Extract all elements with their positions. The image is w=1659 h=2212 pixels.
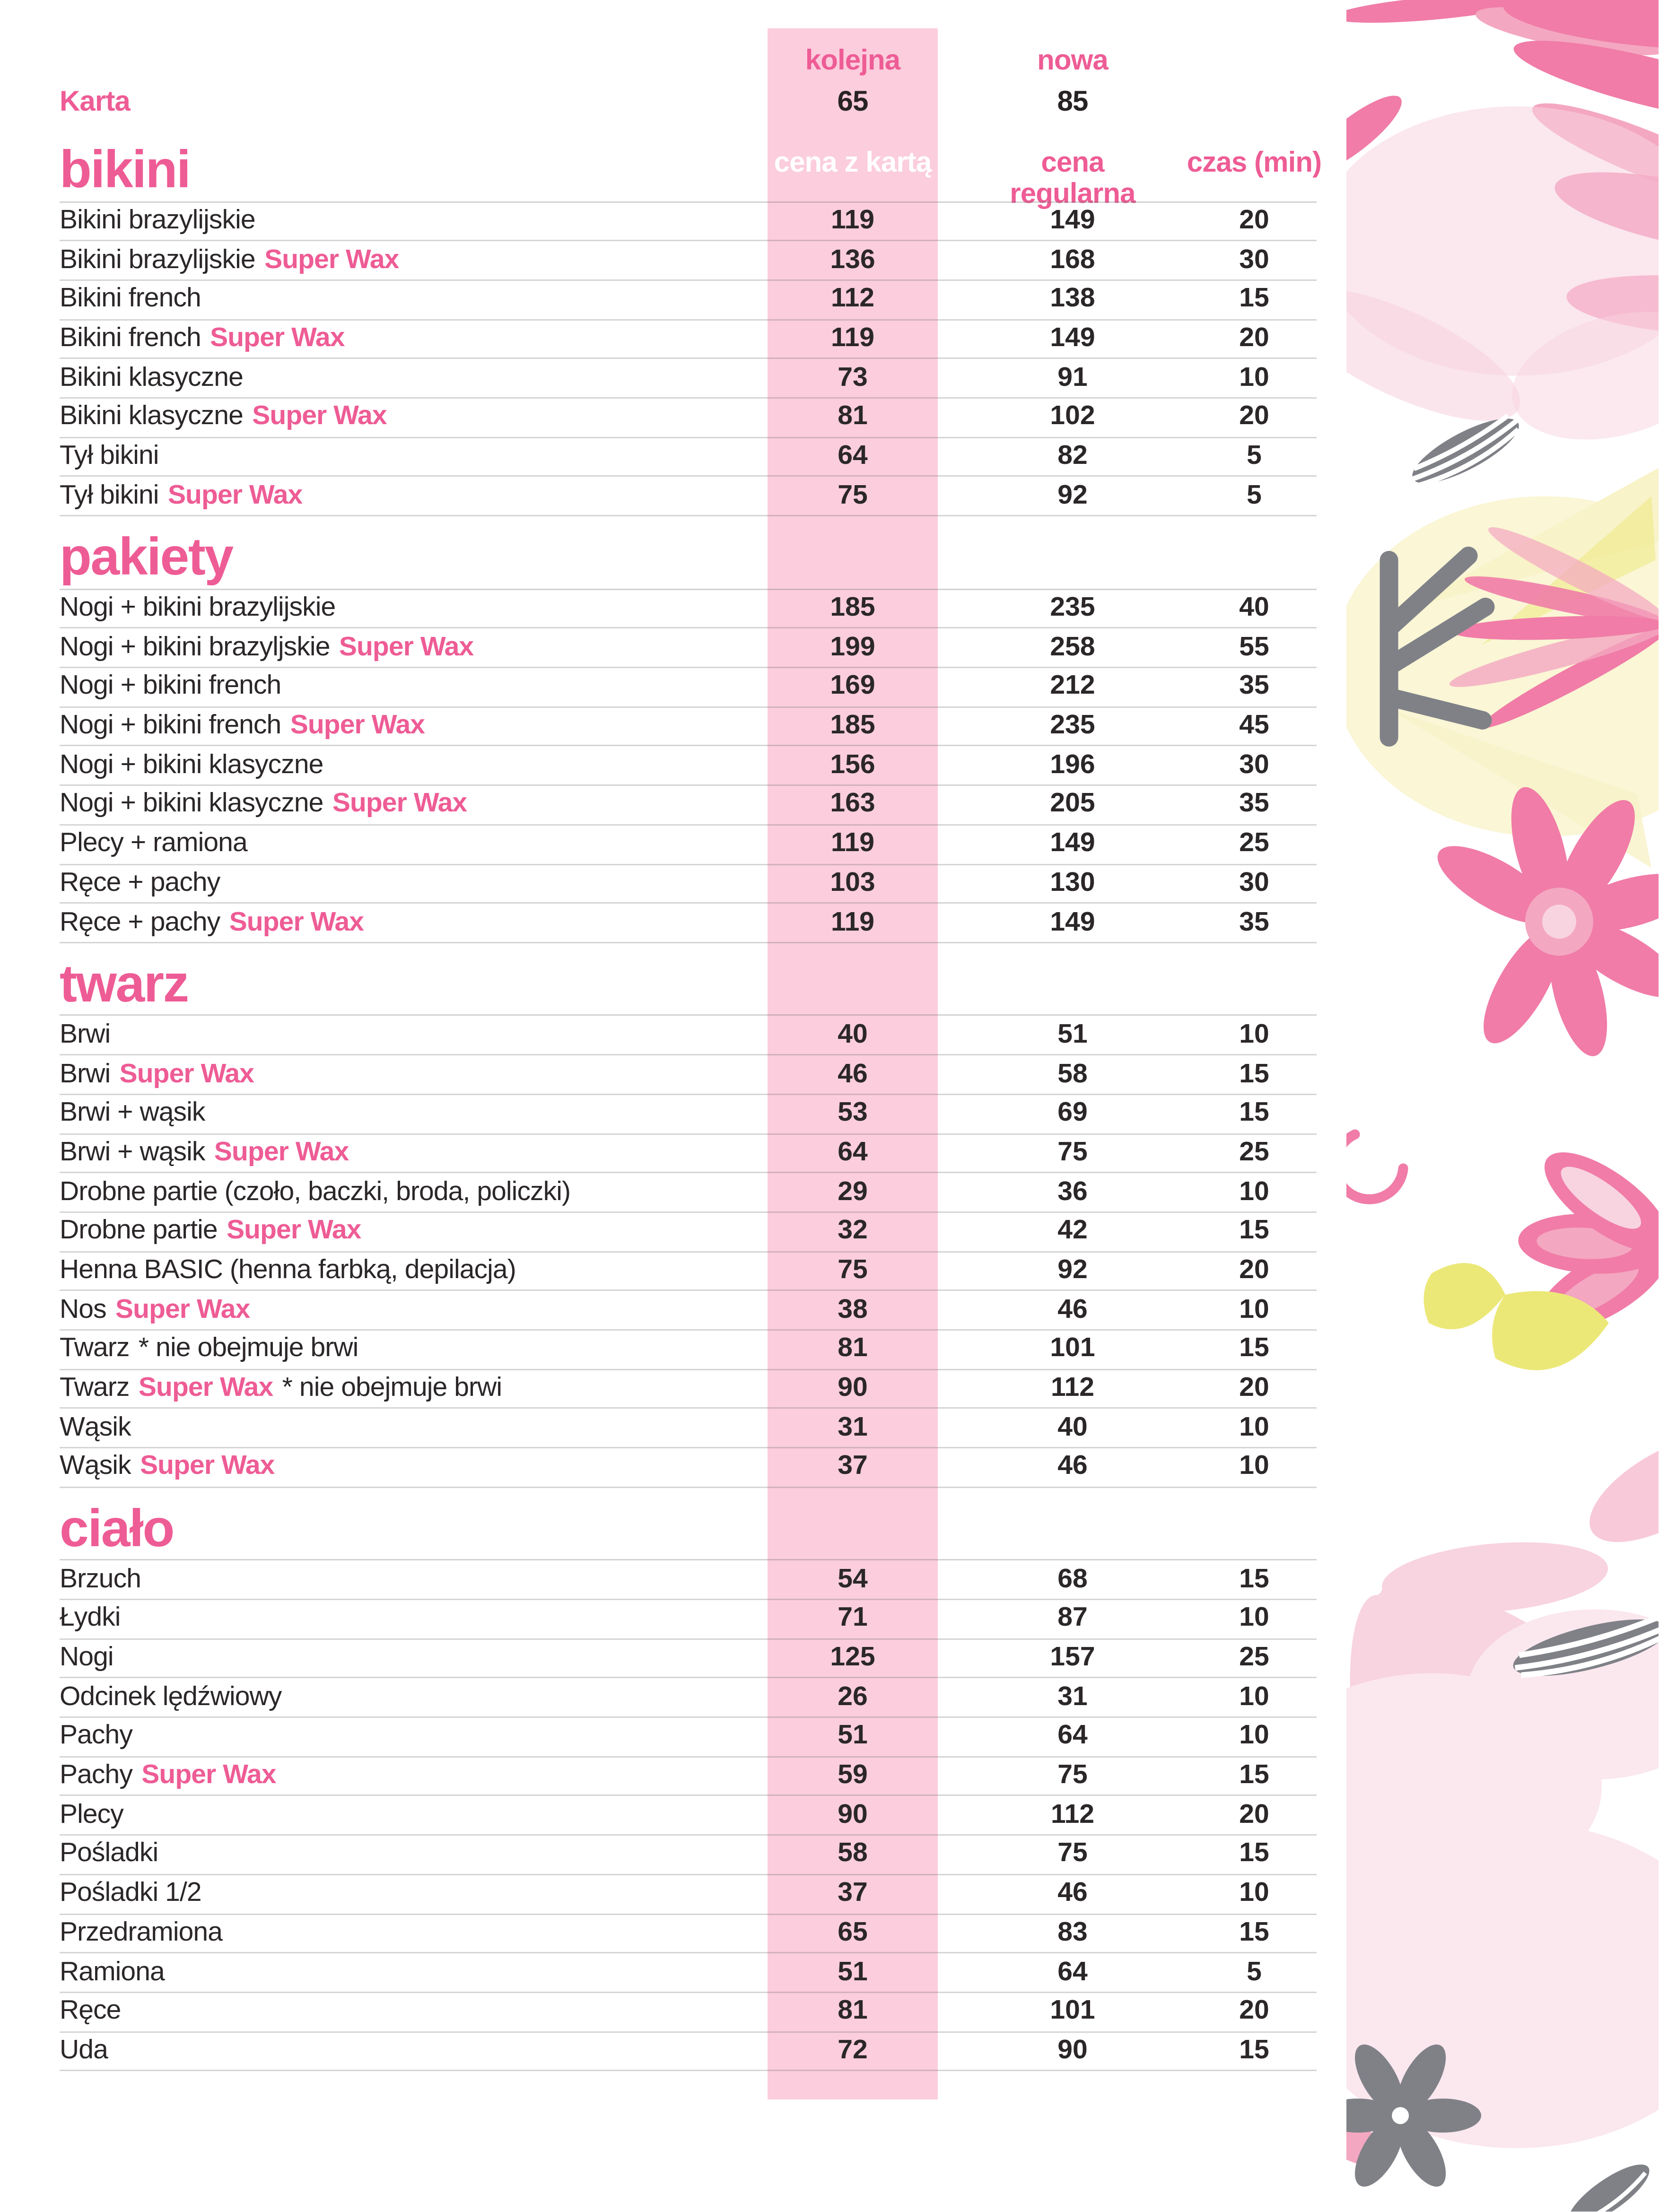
super-wax-label: Super Wax [210,323,345,353]
super-wax-label: Super Wax [339,632,474,662]
table-row [60,1836,1317,1875]
light-pink-fan-icon [1347,1414,1659,2179]
regular-price: 149 [1050,205,1095,235]
card-price: 185 [830,593,875,623]
service-label: Pośladki [60,1839,158,1869]
time-minutes: 10 [1239,1452,1269,1482]
card-price: 38 [838,1294,868,1324]
time-minutes: 25 [1239,828,1269,859]
service-label: Nogi + bikini klasyczne [60,750,323,780]
card-price: 37 [838,1452,868,1482]
regular-price: 42 [1057,1216,1088,1246]
card-price: 29 [838,1176,868,1207]
regular-price: 205 [1050,789,1095,819]
regular-price: 112 [1051,1800,1094,1830]
table-row [60,1993,1317,2032]
regular-price: 75 [1057,1760,1088,1791]
service-label: Pachy [60,1721,132,1751]
section-title: bikini [60,129,1317,202]
card-price: 53 [838,1098,868,1128]
card-price: 72 [838,2035,868,2065]
service-name [60,1954,726,1992]
table-row [60,707,1317,747]
service-name [60,2032,726,2070]
regular-price: 40 [1057,1412,1088,1443]
card-price: 119 [831,323,874,353]
table-row [60,1757,1317,1796]
loyalty-column-label: kolejna [805,45,900,77]
regular-price: 235 [1050,593,1095,623]
time-minutes: 5 [1247,480,1262,511]
card-price: 32 [838,1216,868,1246]
service-label: Bikini brazylijskie [60,205,255,235]
time-minutes: 15 [1239,1059,1269,1089]
time-minutes: 15 [1239,1216,1269,1246]
card-label: Karta [60,87,130,118]
regular-price: 64 [1057,1957,1088,1987]
card-price: 40 [838,1019,868,1050]
service-name [60,1718,726,1756]
service-name [60,359,726,397]
regular-price: 112 [1051,1373,1094,1403]
table-row [60,1600,1317,1639]
service-name [60,1331,726,1368]
service-name [60,1134,726,1172]
price-table [60,129,1317,2072]
service-name [60,1095,726,1133]
card-price: 73 [838,363,868,393]
time-minutes: 20 [1239,323,1269,353]
regular-price: 196 [1050,750,1095,780]
regular-price: 149 [1050,828,1095,859]
service-name [60,747,726,784]
service-label: Ręce [60,1996,121,2026]
table-row [60,1954,1317,1993]
regular-price: 138 [1050,284,1095,314]
table-row [60,1915,1317,1954]
table-row [60,1875,1317,1914]
regular-price: 64 [1057,1721,1088,1751]
card-price: 119 [831,828,874,859]
regular-price: 102 [1050,402,1095,432]
service-name [60,1448,726,1486]
service-label: Bikini klasyczne [60,402,243,432]
time-minutes: 35 [1239,907,1269,937]
time-minutes: 15 [1239,1333,1269,1364]
card-price: 81 [838,1333,868,1364]
card-price: 75 [838,480,868,511]
table-row [60,242,1317,281]
table-row [60,590,1317,629]
service-label: Bikini brazylijskie [60,244,255,275]
time-minutes: 10 [1239,1682,1269,1712]
time-minutes: 10 [1239,1721,1269,1751]
super-wax-label: Super Wax [214,1137,349,1167]
service-label: Nogi + bikini french [60,671,281,702]
service-name [60,438,726,476]
service-label: Drobne partie [60,1216,218,1246]
service-label: Ręce + pachy [60,907,220,937]
card-price: 90 [838,1373,868,1403]
service-name [60,1291,726,1329]
column-header-regular-price: cena regularna [1010,148,1135,210]
regular-price: 82 [1057,441,1088,471]
table-row [60,477,1317,516]
service-name [60,1875,726,1913]
time-minutes: 10 [1239,1176,1269,1207]
table-row [60,1055,1317,1095]
striped-leaf-icon [1405,407,1528,495]
service-label: Brwi + wąsik [60,1098,205,1128]
table-row [60,438,1317,477]
new-column-value: 85 [1057,87,1088,118]
column-header-card-price: cena z kartą [774,148,932,179]
section-pakiety [60,516,1317,943]
time-minutes: 20 [1239,1255,1269,1285]
card-price: 65 [838,1917,868,1948]
time-minutes: 15 [1239,1839,1269,1869]
table-row [60,825,1317,864]
table-row [60,1409,1317,1448]
card-price: 119 [831,907,874,937]
service-label: Nos [60,1294,106,1324]
regular-price: 83 [1057,1917,1088,1948]
section-title: twarz [60,943,1317,1017]
super-wax-label: Super Wax [264,244,399,275]
time-minutes: 10 [1239,1294,1269,1324]
service-name [60,629,726,667]
service-label: Nogi [60,1643,114,1673]
service-label: Wąsik [60,1412,131,1443]
time-minutes: 30 [1239,750,1269,780]
service-label: Nogi + bikini klasyczne [60,789,323,819]
card-price: 103 [830,868,875,898]
card-price: 125 [830,1643,875,1673]
table-row [60,202,1317,242]
time-minutes: 45 [1239,711,1269,741]
regular-price: 101 [1050,1996,1095,2026]
time-minutes: 15 [1239,1917,1269,1948]
service-name [60,1055,726,1093]
service-name [60,1016,726,1054]
table-row [60,1639,1317,1679]
service-name [60,242,726,279]
service-label: Bikini french [60,323,201,353]
table-row [60,320,1317,359]
table-row [60,1134,1317,1174]
service-name [60,477,726,515]
time-minutes: 10 [1239,1412,1269,1443]
column-header-time: czas (min) [1187,148,1322,179]
time-minutes: 55 [1239,632,1269,662]
table-row [60,1016,1317,1055]
service-label: Nogi + bikini french [60,711,281,741]
table-row [60,399,1317,438]
regular-price: 51 [1057,1019,1088,1050]
service-name [60,1370,726,1408]
regular-price: 149 [1050,323,1095,353]
time-minutes: 35 [1239,671,1269,702]
super-wax-label: Super Wax [115,1294,250,1324]
table-row [60,1291,1317,1331]
super-wax-label: Super Wax [140,1452,275,1482]
service-label: Brwi + wąsik [60,1137,205,1167]
super-wax-label: Super Wax [229,907,364,937]
service-name [60,1561,726,1599]
super-wax-label: Super Wax [141,1760,276,1791]
card-price: 46 [838,1059,868,1089]
loyalty-column-value: 65 [837,87,868,118]
regular-price: 92 [1057,1255,1088,1285]
card-price: 59 [838,1760,868,1791]
card-price: 81 [838,402,868,432]
service-name [60,1796,726,1834]
service-name [60,707,726,745]
time-minutes: 10 [1239,363,1269,393]
time-minutes: 40 [1239,593,1269,623]
card-price: 37 [838,1878,868,1908]
section-cialo [60,1488,1317,2072]
service-name [60,825,726,863]
card-price: 26 [838,1682,868,1712]
service-label: Brwi [60,1019,111,1050]
time-minutes: 20 [1239,1996,1269,2026]
regular-price: 90 [1057,2035,1088,2065]
table-row [60,1718,1317,1757]
service-label: Odcinek lędźwiowy [60,1682,282,1712]
service-note: * nie obejmuje brwi [282,1373,502,1403]
super-wax-label: Super Wax [332,789,467,819]
service-label: Nogi + bikini brazylijskie [60,593,336,623]
card-price: 64 [838,1137,868,1167]
section-title: pakiety [60,516,1317,590]
service-name [60,904,726,942]
table-row [60,786,1317,825]
section-bikini [60,129,1317,516]
table-row [60,904,1317,943]
super-wax-label: Super Wax [119,1059,254,1089]
time-minutes: 30 [1239,244,1269,275]
pink-crescent-icon [1347,1134,1404,1199]
service-name [60,590,726,627]
table-row [60,359,1317,399]
super-wax-label: Super Wax [252,402,387,432]
pink-flower-icon [1427,781,1659,1062]
table-row [60,2032,1317,2072]
service-name [60,1409,726,1447]
table-row [60,281,1317,320]
regular-price: 75 [1057,1137,1088,1167]
table-row [60,747,1317,786]
time-minutes: 20 [1239,1373,1269,1403]
time-minutes: 20 [1239,402,1269,432]
service-label: Tył bikini [60,480,159,511]
card-price: 51 [838,1957,868,1987]
service-label: Brwi [60,1059,111,1089]
regular-price: 31 [1057,1682,1088,1712]
time-minutes: 20 [1239,205,1269,235]
service-label: Łydki [60,1603,121,1634]
super-wax-label: Super Wax [290,711,425,741]
time-minutes: 15 [1239,1098,1269,1128]
service-name [60,865,726,903]
service-name [60,1915,726,1952]
super-wax-label: Super Wax [167,480,303,511]
service-label: Plecy + ramiona [60,828,247,859]
service-label: Plecy [60,1800,123,1830]
card-price: 64 [838,441,868,471]
card-price: 156 [830,750,875,780]
regular-price: 87 [1057,1603,1088,1634]
regular-price: 168 [1050,244,1095,275]
card-price: 58 [838,1839,868,1869]
time-minutes: 30 [1239,868,1269,898]
service-name [60,668,726,706]
card-price: 169 [830,671,875,702]
service-label: Uda [60,2035,108,2065]
service-name [60,281,726,319]
new-column-label: nowa [1037,45,1108,77]
service-name [60,1252,726,1290]
card-price: 163 [830,789,875,819]
service-label: Drobne partie (czoło, baczki, broda, policzki) [60,1176,571,1207]
card-price: 136 [830,244,875,275]
table-row [60,1095,1317,1134]
card-price: 112 [831,284,874,314]
floral-pattern [1347,0,1659,2212]
time-minutes: 10 [1239,1878,1269,1908]
service-label: Brzuch [60,1564,141,1594]
service-label: Pachy [60,1760,132,1791]
service-label: Henna BASIC (henna farbką, depilacja) [60,1255,516,1285]
service-label: Tył bikini [60,441,159,471]
regular-price: 58 [1057,1059,1088,1089]
time-minutes: 25 [1239,1137,1269,1167]
service-note: * nie obejmuje brwi [138,1333,358,1364]
time-minutes: 5 [1247,441,1262,471]
regular-price: 69 [1057,1098,1088,1128]
table-row [60,1679,1317,1718]
service-label: Pośladki 1/2 [60,1878,201,1908]
gray-leaf-icon [1561,2155,1658,2212]
service-name [60,1213,726,1251]
service-label: Przedramiona [60,1917,223,1948]
card-price: 81 [838,1996,868,2026]
time-minutes: 15 [1239,1760,1269,1791]
table-row [60,1448,1317,1488]
time-minutes: 5 [1247,1957,1262,1987]
regular-price: 149 [1050,907,1095,937]
service-label: Bikini french [60,284,201,314]
service-label: Ramiona [60,1957,165,1987]
section-twarz [60,943,1317,1488]
card-price: 31 [838,1412,868,1443]
service-label: Ręce + pachy [60,868,220,898]
table-row [60,629,1317,668]
table-row [60,668,1317,707]
service-label: Twarz [60,1373,130,1403]
card-price: 51 [838,1721,868,1751]
card-price: 75 [838,1255,868,1285]
table-row [60,1370,1317,1409]
service-name [60,1174,726,1211]
table-row [60,1796,1317,1836]
regular-price: 92 [1057,480,1088,511]
service-name [60,786,726,824]
time-minutes: 25 [1239,1643,1269,1673]
table-row [60,1561,1317,1600]
time-minutes: 15 [1239,1564,1269,1594]
card-price: 199 [830,632,875,662]
service-name [60,320,726,358]
table-row [60,1174,1317,1213]
time-minutes: 15 [1239,2035,1269,2065]
service-name [60,399,726,436]
table-row [60,1252,1317,1291]
card-price: 119 [831,205,874,235]
super-wax-label: Super Wax [227,1216,361,1246]
time-minutes: 15 [1239,284,1269,314]
service-label: Nogi + bikini brazyljskie [60,632,330,662]
regular-price: 46 [1057,1878,1088,1908]
card-price: 71 [838,1603,868,1634]
regular-price: 91 [1057,363,1088,393]
service-label: Wąsik [60,1452,131,1482]
service-label: Twarz [60,1333,130,1364]
time-minutes: 35 [1239,789,1269,819]
table-row [60,1331,1317,1370]
service-label: Bikini klasyczne [60,363,243,393]
card-price: 90 [838,1800,868,1830]
time-minutes: 10 [1239,1603,1269,1634]
card-price: 185 [830,711,875,741]
regular-price: 130 [1050,868,1095,898]
table-row [60,1213,1317,1252]
regular-price: 46 [1057,1294,1088,1324]
regular-price: 101 [1050,1333,1095,1364]
regular-price: 235 [1050,711,1095,741]
service-name [60,1639,726,1677]
regular-price: 157 [1050,1643,1095,1673]
regular-price: 258 [1050,632,1095,662]
service-name [60,1836,726,1873]
super-wax-label: Super Wax [138,1373,273,1403]
regular-price: 36 [1057,1176,1088,1207]
table-row [60,865,1317,904]
service-name [60,1679,726,1716]
pink-splat-icon [1347,85,1659,461]
service-name [60,202,726,240]
section-title: ciało [60,1488,1317,1561]
regular-price: 212 [1050,671,1095,702]
time-minutes: 10 [1239,1019,1269,1050]
card-price: 54 [838,1564,868,1594]
service-name [60,1757,726,1795]
time-minutes: 20 [1239,1800,1269,1830]
regular-price: 46 [1057,1452,1088,1482]
regular-price: 75 [1057,1839,1088,1869]
service-name [60,1993,726,2031]
regular-price: 68 [1057,1564,1088,1594]
service-name [60,1600,726,1638]
